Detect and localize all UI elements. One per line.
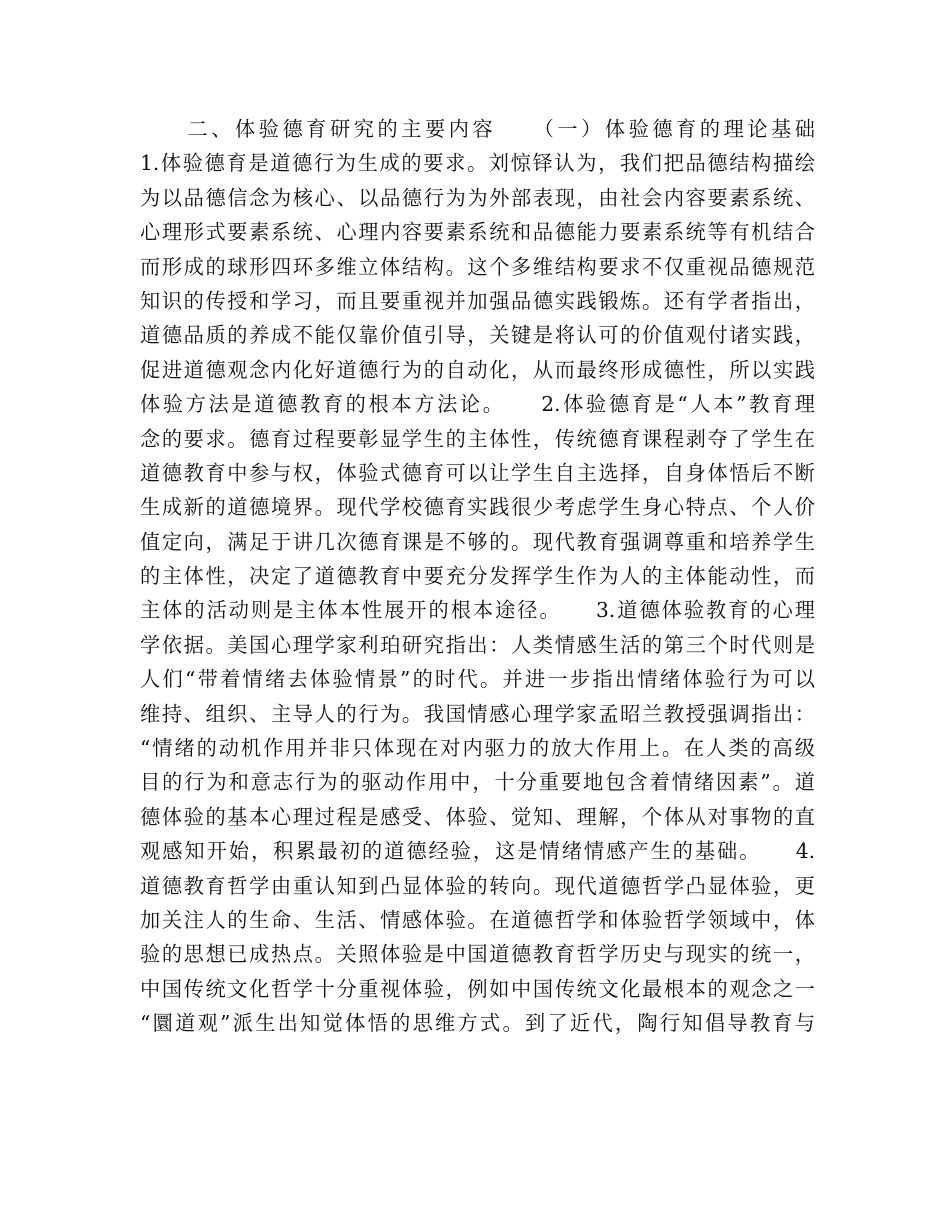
text-line: “情绪的动机作用并非只体现在对内驱力的放大作用上。在人类的高级: [140, 736, 815, 761]
text-line: 德体验的基本心理过程是感受、体验、觉知、理解，个体从对事物的直: [140, 804, 815, 829]
text-line: 学依据。美国心理学家利珀研究指出：人类情感生活的第三个时代则是: [140, 632, 815, 657]
body-text: [140, 112, 815, 1041]
text-line: 而形成的球形四环多维立体结构。这个多维结构要求不仅重视品德规范: [140, 254, 815, 279]
text-line: 主体的活动则是主体本性展开的根本途径。 3.道德体验教育的心理: [140, 598, 815, 623]
text-line: 道德教育哲学由重认知到凸显体验的转向。现代道德哲学凸显体验，更: [140, 873, 815, 898]
text-line: 值定向，满足于讲几次德育课是不够的。现代教育强调尊重和培养学生: [140, 529, 815, 554]
text-line: 维持、组织、主导人的行为。我国情感心理学家孟昭兰教授强调指出：: [140, 701, 815, 726]
text-line: 知识的传授和学习，而且要重视并加强品德实践锻炼。还有学者指出，: [140, 288, 815, 313]
text-line: 生成新的道德境界。现代学校德育实践很少考虑学生身心特点、个人价: [140, 495, 815, 520]
text-line: 念的要求。德育过程要彰显学生的主体性，传统德育课程剥夺了学生在: [140, 426, 815, 451]
text-line: 道德品质的养成不能仅靠价值引导，关键是将认可的价值观付诸实践，: [140, 323, 815, 348]
text-line: 观感知开始，积累最初的道德经验，这是情绪情感产生的基础。 4.: [140, 839, 815, 864]
text-line: 体验方法是道德教育的根本方法论。 2.体验德育是“人本”教育理: [140, 392, 815, 417]
text-line: 中国传统文化哲学十分重视体验，例如中国传统文化最根本的观念之一: [140, 976, 815, 1001]
text-line: “圜道观”派生出知觉体悟的思维方式。到了近代，陶行知倡导教育与: [140, 1011, 815, 1036]
text-line: 的主体性，决定了道德教育中要充分发挥学生作为人的主体能动性，而: [140, 564, 815, 589]
text-line: 验的思想已成热点。关照体验是中国道德教育哲学历史与现实的统一，: [140, 942, 815, 967]
text-line: 心理形式要素系统、心理内容要素系统和品德能力要素系统等有机结合: [140, 220, 815, 245]
text-line: 1.体验德育是道德行为生成的要求。刘惊铎认为，我们把品德结构描绘: [140, 151, 815, 176]
text-line: 促进道德观念内化好道德行为的自动化，从而最终形成德性，所以实践: [140, 357, 815, 382]
text-line: 人们“带着情绪去体验情景”的时代。并进一步指出情绪体验行为可以: [140, 667, 815, 692]
text-line: 目的行为和意志行为的驱动作用中，十分重要地包含着情绪因素”。道: [140, 770, 815, 795]
text-line: 二、体验德育研究的主要内容 （一）体验德育的理论基础: [140, 117, 815, 141]
text-line: 为以品德信念为核心、以品德行为为外部表现，由社会内容要素系统、: [140, 185, 815, 210]
text-line: 道德教育中参与权，体验式德育可以让学生自主选择，自身体悟后不断: [140, 460, 815, 485]
text-line: 加关注人的生命、生活、情感体验。在道德哲学和体验哲学领域中，体: [140, 907, 815, 932]
